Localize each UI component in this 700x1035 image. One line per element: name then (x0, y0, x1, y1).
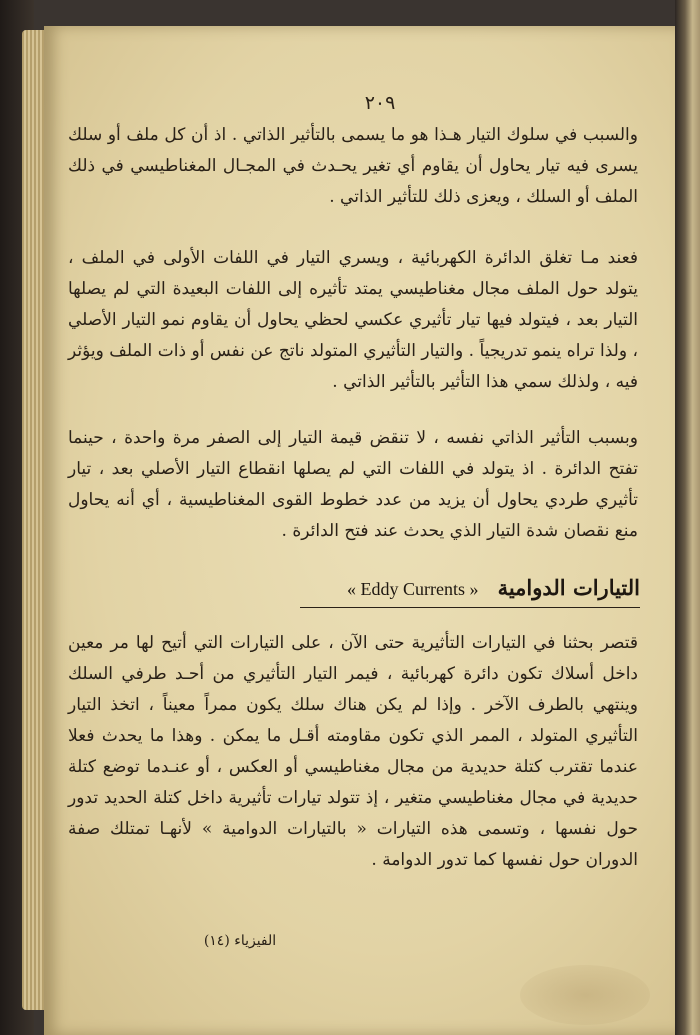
next-page-edge (675, 0, 700, 1035)
section-heading-english: « Eddy Currents » (346, 579, 479, 599)
paper-stain (520, 965, 650, 1025)
section-heading-arabic: التيارات الدوامية (497, 575, 640, 600)
paragraph-eddy-currents: قتصر بحثنا في التيارات التأثيرية حتى الآن ، على التيارات التي أتيح لها مر معين داخل أسلاك تكون دائرة كهربائية ، فيمر التيار التأثيري من أحـد طرفي السلك وينتهي بالطرف الآخر . وإذا لم يكن هناك سلك يكون ممراً معيناً ، اتخذ التيار التأثيري المتولد ، الممر الذي تكون مقاومته أقـل ما يمكن . وهذا ما يحدث فعلا عندما تقترب كتلة حديدية من مجال مغناطيسي أو العكس ، أو عنـدما توضع كتلة حديدية في مجال مغناطيسي متغير ، إذ تتولد تيارات تأثيرية داخل كتلة الحديد تدور حول نفسها ، وتسمى هذه التيارات « بالتيارات الدوامية » لأنهـا تمتلك صفة الدوران حول نفسها كما تدور الدوامة . (68, 633, 638, 870)
section-heading (300, 575, 640, 608)
page-footer: الفيزياء (١٤) (203, 933, 277, 949)
paragraph-self-induction: والسبب في سلوك التيار هـذا هو ما يسمى بالتأثير الذاتي . اذ أن كل ملف أو سلك يسرى فيه تيار يحاول أن يقاوم أي تغير يحـدث في المجـال المغناطيسي في ذلك الملف أو السلك ، ويعزى ذلك للتأثير الذاتي . (68, 125, 638, 207)
page-number: ٢٠٩ (364, 92, 396, 114)
paragraph-circuit-opening: وبسبب التأثير الذاتي نفسه ، لا تنقض قيمة التيار إلى الصفر مرة واحدة ، حينما تفتح الدائرة . اذ يتولد في اللفات التي لم يصلها انقطاع التيار الأصلي بعد ، تيار تأثيري طردي يحاول أن يزيد من عدد خطوط القوى المغناطيسية ، أي أنه يحاول منع نقصان شدة التيار الذي يحدث عند فتح الدائرة . (68, 428, 638, 541)
paragraph-circuit-closing: فعند مـا تغلق الدائرة الكهربائية ، ويسري التيار في اللفات الأولى في الملف ، يتولد حول الملف مجال مغناطيسي يمتد تأثيره إلى اللفات البعيدة التي لم يصلها التيار بعد ، فيتولد فيها تيار تأثيري عكسي لحظي يحاول أن يقاوم نمو التيار الأصلي ، ولذا تراه ينمو تدريجياً . والتيار التأثيري المتولد ناتج عن نفس أو ذات الملف ويؤثر فيه ، ولذلك سمي هذا التأثير بالتأثير الذاتي . (68, 248, 638, 392)
